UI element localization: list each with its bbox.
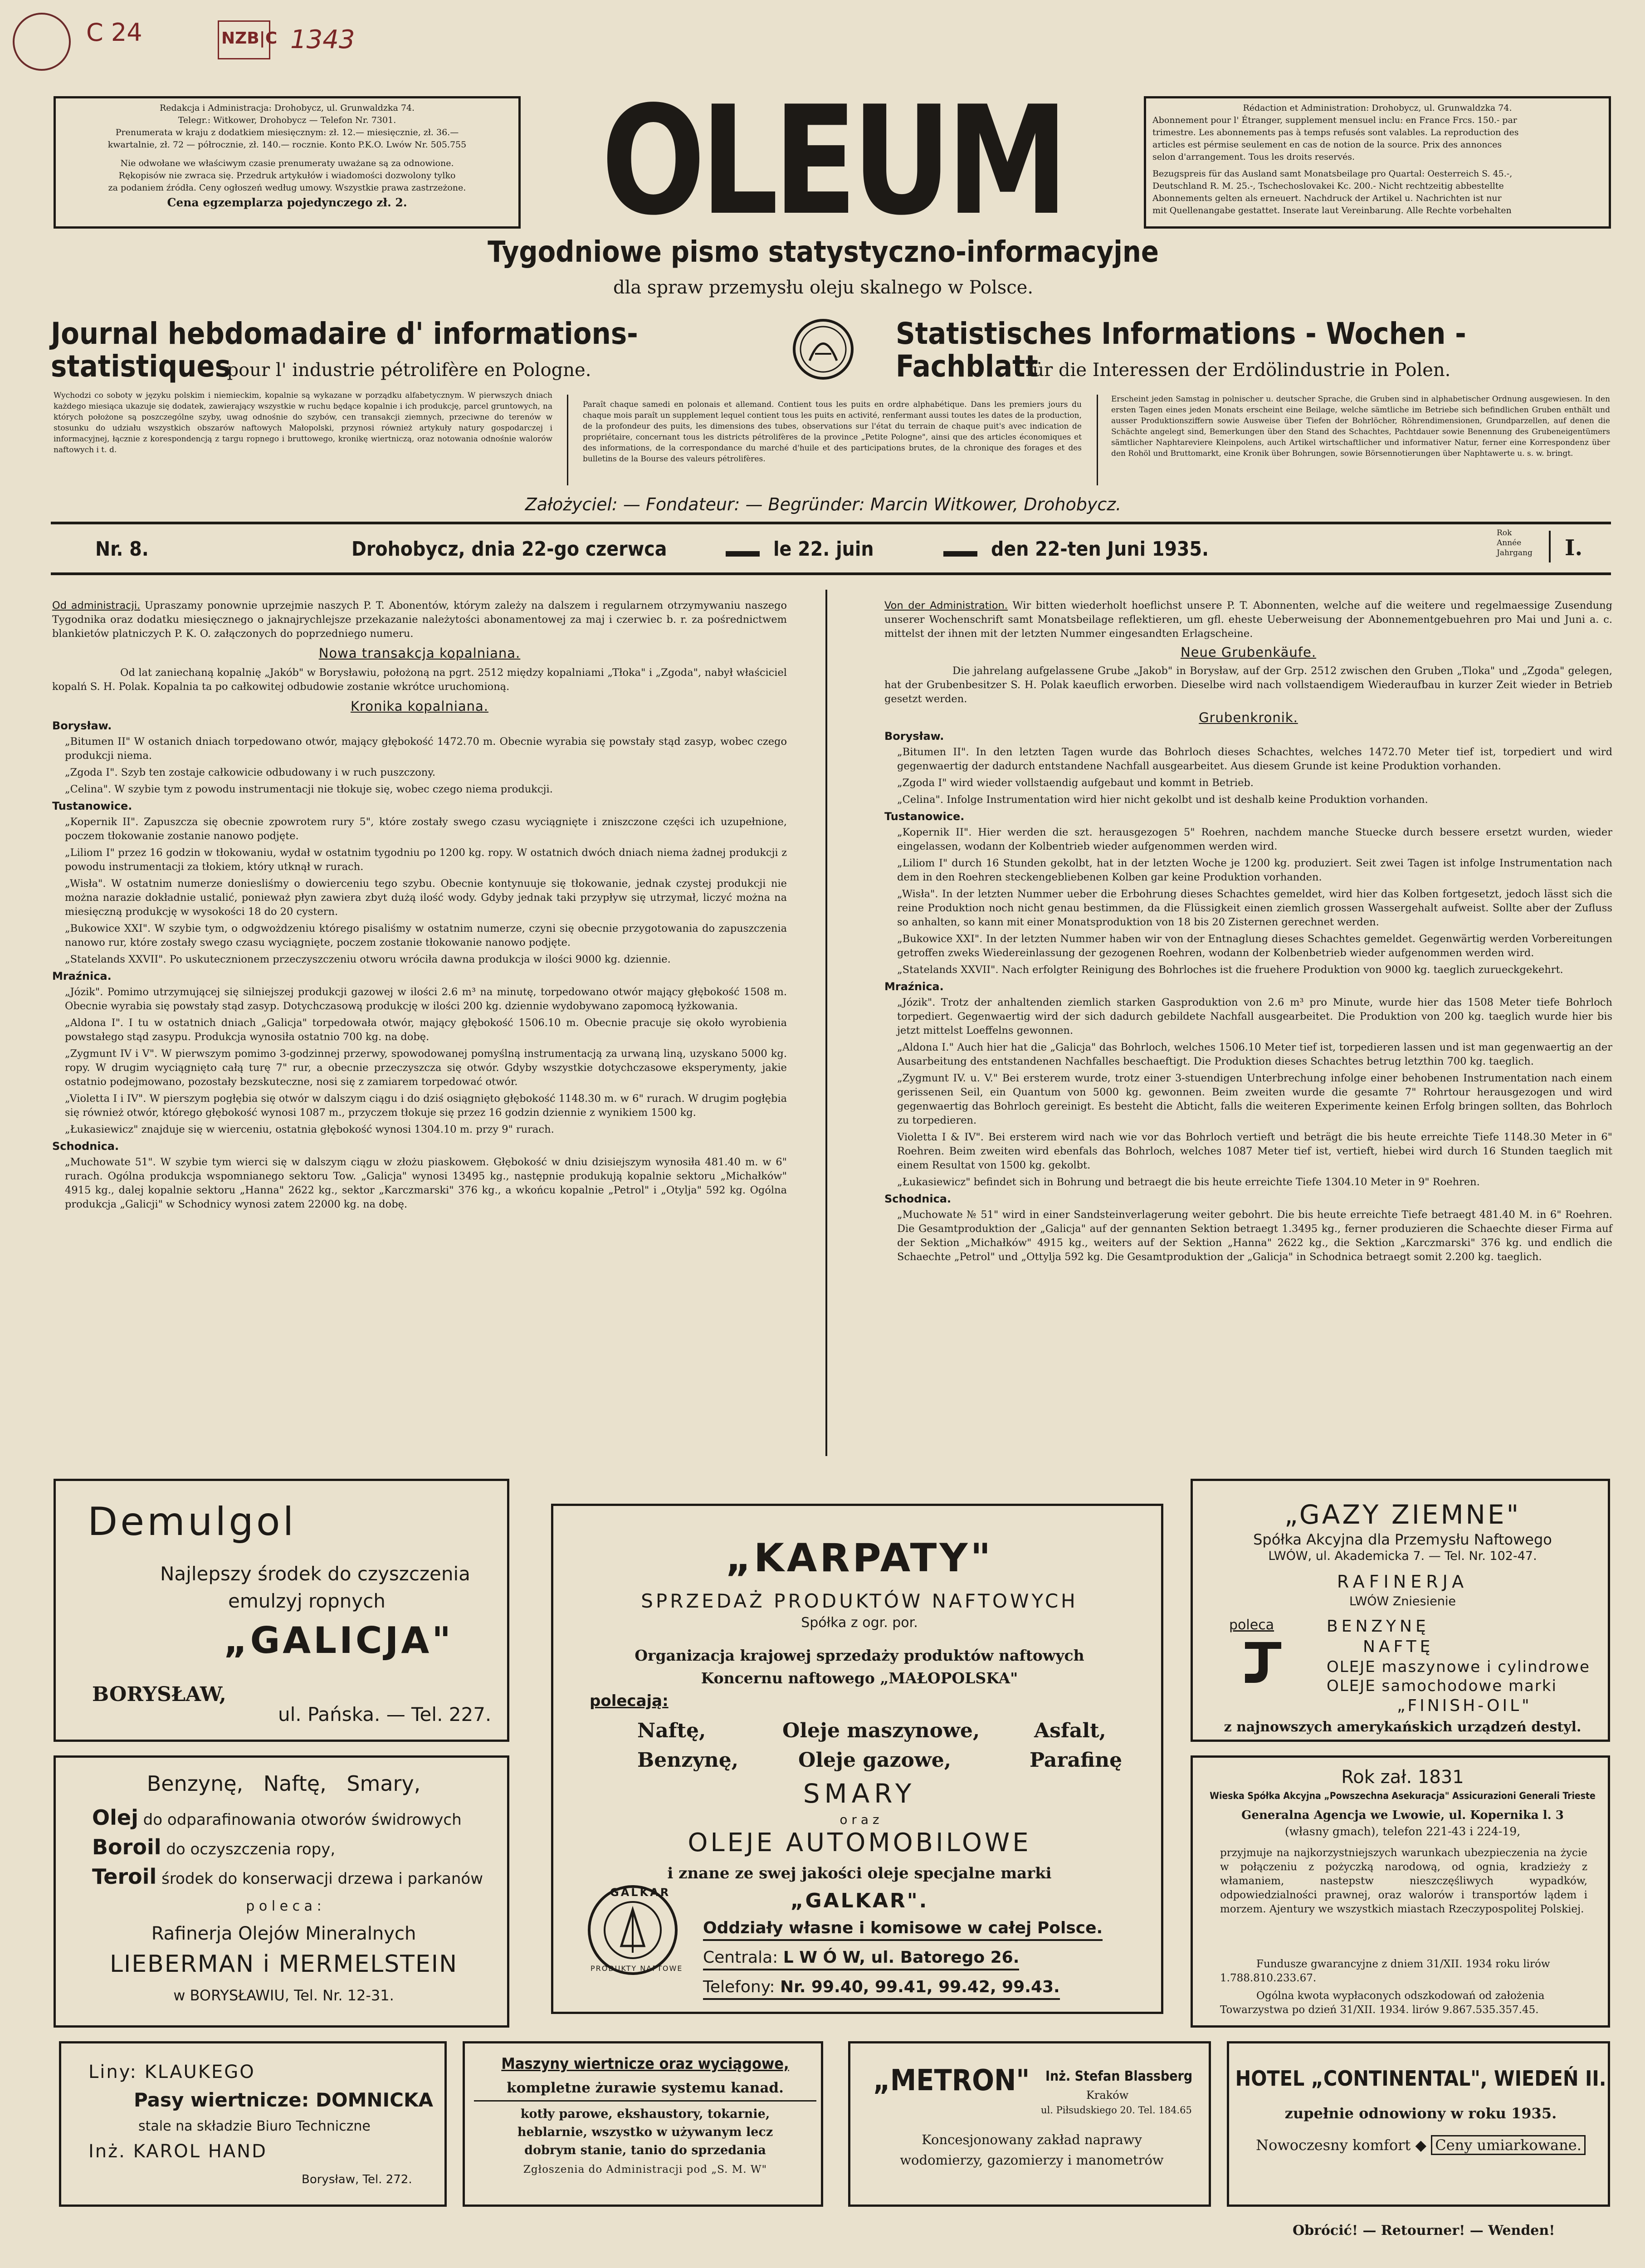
metron-line-5: wodomierzy, gazomierzy i manometrów — [900, 2152, 1164, 2168]
hotel-line-1: zupełnie odnowiony w roku 1935. — [1284, 2105, 1557, 2122]
year-value: I. — [1565, 535, 1583, 561]
left-entry: „Bitumen II" W ostanich dniach torpedowano otwór, mający głębokość 1472.70 m. Obecnie wyrabia się powstały stąd zasyp, wobec czego produkcji niema. — [65, 736, 787, 762]
admin-box-pl — [54, 96, 521, 229]
ad-hotel-continental — [1227, 2041, 1610, 2207]
right-column — [884, 599, 1612, 1267]
gazy-line-2: LWÓW, ul. Akademicka 7. — Tel. Nr. 102-47. — [1268, 1549, 1537, 1563]
right-location: Tustanowice. — [884, 810, 965, 823]
right-entry: „Liliom I" durch 16 Stunden gekolbt, hat in der letzten Woche je 1200 kg. produziert. Seit zwei Tagen ist infolge Instrumentation nach dem in den Roehren steckengebliebenen Kolben gar keine Produktion vorhanden. — [897, 857, 1612, 883]
ad-lieberman — [54, 1755, 509, 2028]
left-entry: „Statelands XXVII". Po uskutecznionem przeczyszczeniu otworu wróciła dawna produkcja w ilości 9000 kg. dziennie. — [65, 953, 671, 965]
admin-pl-line: kwartalnie, zł. 72 — półrocznie, zł. 140.— rocznie. Konto P.K.O. Lwów Nr. 505.755 — [107, 140, 467, 150]
maszyny-line-4: heblarnie, wszystko w używanym lecz — [517, 2125, 773, 2139]
right-entry: Violetta I & IV". Bei ersterem wird nach wie vor das Bohrloch vertieft und beträgt die bis heute erreichte Tiefe 1148.30 Meter in 6" Roehren. Beim zweiten wird ebenfals das Bohrloch, welches 1087 Meter tief ist, vertieft, hiebei wird durch 16 Stunden taeglich mit einem Resultat von 1500 kg. gekolbt. — [897, 1131, 1612, 1171]
left-heading-2: Kronika kopalniana. — [350, 699, 489, 714]
demulgol-address: ul. Pańska. — Tel. 227. — [278, 1703, 492, 1725]
central-address: L W Ó W, ul. Batorego 26. — [783, 1948, 1020, 1967]
year-label-1: Rok — [1497, 528, 1512, 538]
demulgol-brand: „GALICJA" — [224, 1619, 454, 1662]
price-line: Cena egzemplarza pojedynczego zł. 2. — [167, 196, 407, 209]
left-column — [52, 599, 787, 1214]
phones-numbers: Nr. 99.40, 99.41, 99.42, 99.43. — [780, 1978, 1060, 1996]
generali-title: Rok zał. 1831 — [1341, 1767, 1464, 1788]
right-heading-2: Grubenkronik. — [1199, 710, 1298, 725]
lieberman-refinery: Rafinerja Olejów Mineralnych — [151, 1923, 416, 1944]
gazy-product: OLEJE maszynowe i cylindrowe — [1327, 1658, 1590, 1676]
karpaty-central — [703, 1948, 1019, 1970]
karpaty-product: Oleje maszynowe, — [782, 1719, 980, 1742]
admin-pl-line: za podaniem źródła. Ceny ogłoszeń według umowy. Wszystkie prawa zastrzeżone. — [108, 183, 466, 193]
admin-fr-line: articles est pérmise seulement en cas de notion de la source. Prix des annonces — [1152, 140, 1502, 150]
admin-pl-line: Prenumerata w kraju z dodatkiem miesięcznym: zł. 12.— miesięcznie, zł. 36.— — [115, 127, 459, 137]
lieberman-line-4 — [92, 1864, 483, 1889]
hotel-title: HOTEL „CONTINENTAL", WIEDEŃ II. — [1235, 2066, 1606, 2091]
maszyny-line-2: kompletne żurawie systemu kanad. — [507, 2080, 784, 2096]
teroil-desc: środek do konserwacji drzewa i parkanów — [161, 1870, 483, 1888]
right-location: Schodnica. — [884, 1193, 952, 1205]
admin-fr-line: Rédaction et Administration: Drohobycz, ul. Grunwaldzka 74. — [1243, 103, 1512, 113]
intro-divider — [1097, 395, 1098, 485]
generali-line-2: Generalna Agencja we Lwowie, ul. Kopernika l. 3 — [1241, 1809, 1564, 1822]
left-entry: „Wisła". W ostatnim numerze doniesliśmy o dowierceniu tego szybu. Obecnie kontynuuje się tłokowanie, jednak czystej produkcji nie można narazie dokładnie ustalić, ponieważ płyn zawiera zbyt dużą ilość wody. Gdyby jednak taki przypływ się utrzymał, liczyć można na miesięczną produkcję w wysokości 18 do 20 cystern. — [65, 878, 787, 918]
demulgol-title: Demulgol — [88, 1499, 297, 1545]
year-divider — [1549, 531, 1551, 562]
right-admin-text: Wir bitten wiederholt hoeflichst unsere P. T. Abonnenten, welche auf die weitere und regelmaessige Zusendung unserer Wochenschrift samt Monatsbeilage reflektieren, um gfl. eheste Ueberweisung der Abonnementgebuehren pro Mai und Juni a. c. mittelst der ihnen mit der letzten Nummer eingesandten Erlagscheine. — [884, 600, 1612, 640]
oil-desc: do odparafinowania otworów świdrowych — [143, 1811, 462, 1829]
galkar-logo-text: GALKAR — [610, 1886, 671, 1899]
gazy-recommends: poleca — [1229, 1617, 1274, 1633]
right-entry: „Bukowice XXI". In der letzten Nummer haben wir von der Entnaglung dieses Schachtes gemeldet. Gegenwärtig werden Vorbereitungen getroffen zweks Wiedereinlassung der gezogenen Roehren, wodann der Kolbenbetrieb wieder aufgenommen werden wird. — [897, 933, 1612, 959]
subtitle-fr-2: pour l' industrie pétrolifère en Pologne. — [227, 360, 591, 381]
left-entry: „Violetta I i IV". W pierszym pogłębia się otwór w dalszym ciągu i do dziś osiągnięto głębokość 1148.30 m. w 6" rurach. W drugim pogłębia się również otwór, którego głębokość wynosi 1087 m., przyczem tłokuje się przez 16 godzin dziennie z wynikiem 1500 kg. — [65, 1093, 787, 1119]
lieberman-line-1: Benzynę, Naftę, Smary, — [146, 1771, 421, 1796]
generali-line-1: Wieska Spółka Akcyjna „Powszechna Asekuracja" Assicurazioni Generali Trieste — [1210, 1790, 1596, 1801]
subtitle-de-2: für die Interessen der Erdölindustrie in Polen. — [1025, 360, 1451, 381]
left-entry: „Kopernik II". Zapuszcza się obecnie zpowrotem rury 5", które zostały swego czasu wyciągnięte i zniszczone części ich uzupełnione, poczem tłokowanie zostanie nanowo podjęte. — [65, 816, 787, 842]
right-entry: „Łukasiewicz" befindet sich in Bohrung und betraegt die bis heute erreichte Tiefe 1304.10 Meter in 9" Roehren. — [897, 1176, 1480, 1188]
admin-fr-line: trimestre. Les abonnements pas à temps refusés sont valables. La reproduction des — [1152, 127, 1519, 137]
signature-number: 1343 — [290, 25, 355, 54]
date-dash — [943, 551, 977, 557]
generali-body: przyjmuje na najkorzystniejszych warunkach ubezpieczenia na życie w połączeniu z pożyczką narodową, od ognia, kradzieży z włamaniem, nastepstw nieszczęśliwych wypadków, odpowiedzialności prawnej, oraz walorów i transportów lądem i morzem. Ajentury we wszystkich miastach Rzeczypospolitej Polskiej. — [1220, 1847, 1587, 1915]
ad-gazy-ziemne — [1191, 1479, 1610, 1742]
intro-divider — [567, 395, 568, 485]
left-entry: „Liliom I" przez 16 godzin w tłokowaniu, wydał w ostatnim tygodniu po 1200 kg. ropy. W ostatnich dwóch dniach niema żadnej produkcji z powodu instrumentacji za tłokiem, który utknął w rurach. — [65, 847, 787, 873]
admin-fr-line: Abonnement pour l' Étranger, supplement mensuel inclu: en France Frcs. 150.- par — [1152, 115, 1517, 125]
karpaty-recommends: polecają: — [590, 1692, 669, 1710]
karpaty-product: Naftę, — [637, 1719, 706, 1742]
karpaty-line-4: Koncernu naftowego „MAŁOPOLSKA" — [701, 1669, 1018, 1687]
karpaty-galkar: „GALKAR". — [790, 1889, 929, 1912]
maszyny-line-3: kotły parowe, ekshaustory, tokarnie, — [520, 2107, 770, 2121]
column-divider — [825, 590, 827, 1456]
right-entry: „Aldona I." Auch hier hat die „Galicja" das Bohrloch, welches 1506.10 Meter tief ist, torpedieren lassen und ist man gegenwaertig an der Ausarbeitung des entstandenen Nachfalles beschaeftigt. Die Produktion dieses Schachtes betrug letzthin 700 kg. taeglich. — [897, 1041, 1612, 1067]
teroil-product: Teroil — [92, 1864, 157, 1889]
issue-date-fr: le 22. juin — [773, 538, 874, 561]
left-entry: „Łukasiewicz" znajduje się w wierceniu, ostatnia głębokość wynosi 1304.10 m. przy 9" rurach. — [65, 1124, 554, 1135]
admin-fr-line: mit Quellenangabe gestattet. Inserate laut Vereinbarung. Alle Rechte vorbehalten — [1152, 205, 1512, 215]
metron-title: „METRON" — [873, 2064, 1030, 2097]
admin-fr-line: selon d'arrangement. Tous les droits reservés. — [1152, 152, 1355, 162]
intro-fr: Paraît chaque samedi en polonais et allemand. Contient tous les puits en ordre alphabétique. Dans les premiers jours du chaque mois paraît un supplement lequel contient tous les puits en activité, renfermant aussi toutes les dates de la production, de la profondeur des puits, les dimensions des tubes, observations sur l'état du terrain de chaque puit's avec indication de propriétaire, concernant tous les districts pétrolifères de la province „Petite Pologne", ainsi que des articles économiques et des informations, de la correspondance du marché d'huile et des participations brutes, de la chronique des forages et des bulletins de la Bourse des valeurs pétrolifères. — [583, 400, 1082, 464]
left-entry: „Muchowate 51". W szybie tym wierci się w dalszym ciągu w złożu piaskowem. Głębokość w dniu dzisiejszym wynosiła 481.40 m. w 6" rurach. Ogólna produkcja wspomnianego sektoru Tow. „Galicja" wynosi 13495 kg., następnie produkują kopalnie sektoru „Michałków" 4915 kg., dalej kopalnie sektoru „Hanna" 2622 kg., sektor „Karczmarski" 376 kg., a wkońcu kopalnie „Petrol" i „Otylja" 592 kg. Ogólna produkcja „Galicji" w Schodnicy wynosi zatem 22000 kg. na dobę. — [65, 1156, 787, 1210]
gazy-footer: z najnowszych amerykańskich urządzeń destyl. — [1224, 1719, 1582, 1735]
footer-turn-over: Obrócić! — Retourner! — Wenden! — [1293, 2223, 1555, 2239]
left-paragraph-1: Od lat zaniechaną kopalnię „Jakób" w Borysławiu, położoną na pgrt. 2512 między kopalniami „Tłoka" i „Zgoda", nabył właściciel kopalń S. H. Polak. Kopalnia ta po całkowitej odbudowie zostanie wkrótce uruchomioną. — [52, 667, 787, 693]
lieberman-recommends: p o l e c a : — [246, 1898, 322, 1914]
right-entry: „Kopernik II". Hier werden die szt. herausgezogen 5" Roehren, nachdem manche Stuecke durch bessere ersetzt wurden, wieder eingelassen, wodann der Kolbentrieb wieder aufgenommen werden wird. — [897, 826, 1612, 852]
metron-owner: Inż. Stefan Blassberg — [1045, 2068, 1193, 2084]
oil-product: Olej — [92, 1805, 138, 1830]
right-entry: „Zgoda I" wird wieder vollstaendig aufgebaut und kommt in Betrieb. — [897, 777, 1254, 789]
right-entry: „Bitumen II". In den letzten Tagen wurde das Bohrloch dieses Schachtes, welches 1472.70 Meter tief ist, torpediert und wird gegenwaertig der dadurch entstandene Nachfall ausgearbeitet. Aus diesem Grunde ist keine Produktion vorhanden. — [897, 746, 1612, 772]
lieberman-line-3 — [92, 1835, 335, 1859]
date-dash — [726, 551, 760, 557]
right-admin-title: Von der Administration. — [884, 600, 1008, 611]
generali-line-3: (własny gmach), telefon 221-43 i 224-19, — [1284, 1825, 1521, 1838]
klaukego-line-4: Inż. KAROL HAND — [88, 2141, 267, 2162]
demulgol-line-1: Najlepszy środek do czyszczenia — [160, 1563, 470, 1585]
left-admin-title: Od administracji. — [52, 600, 141, 611]
karpaty-product: Parafinę — [1030, 1749, 1123, 1772]
issue-date-pl: Drohobycz, dnia 22-go czerwca — [351, 538, 667, 561]
left-location: Mraźnica. — [52, 970, 112, 982]
admin-fr-line: Bezugspreis für das Ausland samt Monatsbeilage pro Quartal: Oesterreich S. 45.-, — [1152, 169, 1513, 179]
gazy-brand: „FINISH-OIL" — [1397, 1696, 1532, 1715]
right-location: Borysław. — [884, 730, 944, 743]
lieberman-company: LIEBERMAN i MERMELSTEIN — [109, 1950, 458, 1978]
metron-city: Kraków — [1086, 2089, 1129, 2102]
diamond-icon: ◆ — [1415, 2136, 1427, 2154]
generali-payments: Ogólna kwota wypłaconych odszkodowań od założenia Towarzystwa po dzień 31/XII. 1934. lirów 9.867.535.357.45. — [1220, 1990, 1545, 2016]
admin-fr-line: Abonnements gelten als erneuert. Nachdruck der Artikel u. Nachrichten ist nur — [1152, 193, 1502, 203]
lieberman-address: w BORYSŁAWIU, Tel. Nr. 12-31. — [173, 1987, 394, 2004]
right-location: Mraźnica. — [884, 980, 944, 993]
left-entry: „Bukowice XXI". W szybie tym, o odgwożdzeniu którego pisaliśmy w ostatnim numerze, czyni się obecnie przygotowania do zapuszczenia nanowo rur, które zostały swego czasu wyciągnięte, poczem zostanie tłokowanie nanowo podjęte. — [65, 923, 787, 948]
karpaty-smary: SMARY — [803, 1778, 916, 1809]
left-admin-text: Upraszamy ponownie uprzejmie naszych P. T. Abonentów, którym zależy na dalszem i regularnem otrzymywaniu naszego Tygodnika oraz dodatku miesięcznego o jaknajrychlejsze przekazanie należytości abonamentowej za maj i czerwiec b. r. za pośrednictwem blankietów platniczych P. K. O. załączonych do poprzedniego numeru. — [52, 600, 787, 640]
maszyny-line-5: dobrym stanie, tanio do sprzedania — [524, 2143, 766, 2157]
left-location: Tustanowice. — [52, 800, 132, 812]
ad-demulgol — [54, 1479, 509, 1742]
left-entry: „Zygmunt IV i V". W pierwszym pomimo 3-godzinnej przerwy, spowodowanej pomyślną instrumentacją za urwaną liną, uzyskano 5000 kg. ropy. W drugim wyciągnięto całą turę 7" rur, a obecnie przeczyszcza się otwór. Gdyby wszystkie dotychczasowe eksperymenty, jakie ostatnio podejmowano, pozostały bezskuteczne, nosi się z zamiarem torpedować otwór. — [65, 1048, 787, 1088]
karpaty-product: Benzynę, — [637, 1749, 739, 1772]
gazy-location: LWÓW Zniesienie — [1349, 1594, 1456, 1608]
year-label-2: Année — [1497, 538, 1522, 547]
right-heading-1: Neue Grubenkäufe. — [1180, 645, 1317, 660]
karpaty-title: „KARPATY" — [725, 1535, 994, 1581]
karpaty-oraz: o r a z — [840, 1812, 879, 1827]
intro-de: Erscheint jeden Samstag in polnischer u. deutscher Sprache, die Gruben sind in alphabetischer Ordnung ausgewiesen. In den ersten Tagen eines jeden Monats erscheint eine Beilage, welche sämtliche im Betriebe sich befindlichen Gruben enthält und ausser Produktionsziffern sowie Ausweise über Tiefen der Bohrlöcher, Röhrendimensionen, Grundparzellen, auf denen die Schächte angelegt sind, Bemerkungen über den Stand des Schachtes, Pachtdauer sowie Benennung des Grubeneigentümers sämtlicher Naphtareviere Kleinpolens, auch Artikel wirtschaftlicher und informativer Natur, ferner eine Korrespondenz über den Rohöl und Bruttomarkt, eine Kronik über Bohrungen, sowie Börsennotierungen über Naphtawerte u. s. w. bringt. — [1111, 395, 1610, 458]
ad-generali — [1191, 1755, 1610, 2028]
klaukego-line-2: Pasy wiertnicze: DOMNICKA — [134, 2089, 434, 2111]
karpaty-line-2: Spółka z ogr. por. — [801, 1615, 918, 1631]
right-entry: „Muchowate № 51" wird in einer Sandsteinverlagerung weiter gebohrt. Die bis heute erreichte Tiefe betraegt 481.40 M. in 6" Roehren. Die Gesamtproduktion der „Galicja" auf der gennanten Sektion betraegt 1.3495 kg., ferner produzieren die Schaechte dieser Firma auf der Sektion „Michałków" 4915 kg., weiters auf der Sektion „Hanna" 2622 kg., die Sektion „Karczmarski" 376 kg. und endlich die Schaechte „Petrol" und „Ottylja 592 kg. Die Gesamtproduktion der „Galicja" in Schodnica betraegt somit 2.200 kg. taeglich. — [897, 1209, 1612, 1263]
masthead-title: OLEUM — [601, 74, 1064, 248]
klaukego-line-1: Liny: KLAUKEGO — [88, 2062, 255, 2082]
gazy-product: BENZYNĘ — [1327, 1617, 1430, 1636]
signature-code: NZB|C — [221, 29, 278, 48]
generali-funds: Fundusze gwarancyjne z dniem 31/XII. 1934 roku lirów 1.788.810.233.67. — [1220, 1958, 1550, 1984]
issue-rule-bottom — [51, 572, 1611, 575]
library-stamp — [13, 13, 71, 71]
gazy-product: NAFTĘ — [1363, 1637, 1434, 1656]
founder-line: Założyciel: — Fondateur: — Begründer: Marcin Witkower, Drohobycz. — [525, 494, 1122, 514]
gazy-product: OLEJE samochodowe marki — [1327, 1677, 1557, 1695]
year-label-3: Jahrgang — [1497, 548, 1533, 557]
issue-rule-top — [51, 522, 1611, 524]
right-paragraph-1: Die jahrelang aufgelassene Grube „Jakob" in Borysław, auf der Grp. 2512 zwischen den Gruben „Tloka" und „Zgoda" gelegen, hat der Grubenbesitzer S. H. Polak kaeuflich erworben. Dieselbe wird nach vollstaendigem Wiederaufbau in kurzer Zeit wieder in Betrieb gesetzt werden. — [884, 665, 1612, 705]
gazy-title: „GAZY ZIEMNE" — [1284, 1499, 1521, 1530]
boroil-product: Boroil — [92, 1835, 161, 1859]
ad-karpaty — [551, 1504, 1163, 2014]
ad-metron — [848, 2041, 1211, 2207]
galkar-logo-sub: PRODUKTY NAFTOWE — [591, 1964, 683, 1973]
lieberman-line-2 — [92, 1805, 462, 1830]
maszyny-line-6: Zgłoszenia do Administracji pod „S. M. W" — [523, 2164, 767, 2175]
right-entry: „Statelands XXVII". Nach erfolgter Reinigung des Bohrloches ist die fruehere Produktion von 9000 kg. taeglich zurueckgekehrt. — [897, 964, 1563, 976]
subtitle-pl: Tygodniowe pismo statystyczno-informacyjne — [488, 235, 1159, 269]
karpaty-line-3: Organizacja krajowej sprzedaży produktów naftowych — [635, 1647, 1084, 1664]
central-label: Centrala: — [703, 1948, 778, 1967]
left-heading-1: Nowa transakcja kopalniana. — [318, 645, 521, 661]
karpaty-product: Asfalt, — [1034, 1719, 1106, 1742]
emblem-icon — [791, 318, 855, 381]
left-location: Schodnica. — [52, 1140, 119, 1153]
karpaty-phones — [703, 1978, 1060, 2000]
hotel-line-2 — [1229, 2136, 1612, 2154]
issue-number: Nr. 8. — [95, 538, 149, 561]
admin-pl-line: Rękopisów nie zwraca się. Przedruk artykułów i wiadomości dozwolony tylko — [118, 171, 456, 181]
metron-address: ul. Piłsudskiego 20. Tel. 184.65 — [1041, 2105, 1192, 2116]
subtitle-pl-2: dla spraw przemysłu oleju skalnego w Polsce. — [613, 277, 1034, 298]
karpaty-line-1: SPRZEDAŻ PRODUKTÓW NAFTOWYCH — [641, 1590, 1078, 1612]
hotel-comfort: Nowoczesny komfort — [1256, 2136, 1411, 2154]
right-entry: „Celina". Infolge Instrumentation wird hier nicht gekolbt und ist deshalb keine Produktion vorhanden. — [897, 794, 1428, 806]
right-entry: „Zygmunt IV. u. V." Bei ersterem wurde, trotz einer 3-stuendigen Unterbrechung infolge einer behobenen Instrumentation nach einem gerissenen Seil, ein Quantum von 5000 kg. gewonnen. Beim zweiten wurde die gesamte 7" Rohrtour herausgezogen und wird gegenwaertig das Bohrloch gereinigt. Es besteht die Abticht, falls die weiteren Experimente keinen Erfolg bringen sollten, das Bohrloch zu torpedieren. — [897, 1072, 1612, 1126]
ad-maszyny — [463, 2041, 823, 2207]
left-entry: „Józik". Pomimo utrzymującej się silniejszej produkcji gazowej w ilości 2.6 m³ na minutę, torpedowano otwór mający głębokość 1508 m. Obecnie wyrabia się powstały stąd zasyp. Dotychczasową produkcję w ilości 200 kg. dziennie wydobywano zapomocą łyżkowania. — [65, 986, 787, 1012]
subtitle-de: Statistisches Informations - Wochen - Fachblatt — [896, 316, 1466, 384]
left-entry: „Aldona I". I tu w ostatnich dniach „Galicja" torpedowała otwór, mający głębokość 1506.10 m. Obecnie pracuje się około wyrobienia powstałego stąd zasypu. Produkcja wynosiła ostatnio 700 kg. na dobę. — [65, 1017, 787, 1043]
admin-pl-line: Redakcja i Administracja: Drohobycz, ul. Grunwaldzka 74. — [159, 103, 415, 113]
gazy-line-1: Spółka Akcyjna dla Przemysłu Naftowego — [1253, 1531, 1552, 1548]
right-entry: „Wisła". In der letzten Nummer ueber die Erbohrung dieses Schachtes gemeldet, wird hier das Kolben fortgesetzt, jedoch lässt sich die reine Produktion noch nicht genau bestimmen, da die Flüssigkeit einen ziemlich grossen Wassergehalt aufweist. Sollte aber der Zufluss so anhalten, so kann mit einer Monatsproduktion von 18 bis 20 Zisternen gerechnet werden. — [897, 888, 1612, 928]
issue-date-de: den 22-ten Juni 1935. — [991, 538, 1209, 561]
admin-box-fr — [1144, 96, 1611, 229]
gazy-refinery: RAFINERJA — [1337, 1572, 1469, 1592]
left-entry: „Celina". W szybie tym z powodu instrumentacji nie tłokuje się, wobec czego niema produkcji. — [65, 783, 553, 795]
karpaty-branches: Oddziały własne i komisowe w całej Polsce. — [703, 1919, 1103, 1941]
karpaty-line-9: i znane ze swej jakości oleje specjalne marki — [667, 1864, 1052, 1882]
karpaty-oleje: OLEJE AUTOMOBILOWE — [688, 1828, 1031, 1857]
demulgol-city: BORYSŁAW, — [92, 1683, 226, 1706]
maszyny-line-1: Maszyny wiertnicze oraz wyciągowe, — [501, 2055, 789, 2073]
admin-pl-line: Telegr.: Witkower, Drohobycz — Telefon Nr. 7301. — [178, 115, 396, 125]
metron-line-4: Koncesjonowany zakład naprawy — [922, 2132, 1142, 2147]
ad-klaukego — [59, 2041, 447, 2207]
karpaty-product: Oleje gazowe, — [798, 1749, 952, 1772]
subtitle-fr: Journal hebdomadaire d' informations-statistiques — [51, 316, 638, 384]
klaukego-line-5: Borysław, Tel. 272. — [302, 2173, 412, 2186]
phones-label: Telefony: — [703, 1978, 775, 1996]
gazy-pipe-icon — [1236, 1637, 1290, 1687]
hotel-prices: Ceny umiarkowane. — [1431, 2135, 1586, 2155]
stamp-text: C 24 — [86, 18, 142, 47]
intro-pl: Wychodzi co soboty w języku polskim i niemieckim, kopalnie są wykazane w porządku alfabetycznym. W pierwszych dniach każdego miesiąca ukazuje się dodatek, zawierający wszystkie w ruchu będące kopalnie i ich produkcję, parcel gruntowych, na których położone są poszczególne szyby, uwag odnośnie do szybów, cen transakcji ziemnych, przeciwne do terenów w stosunku do udziału wszystkich obszarów naftowych Małopolski, przynosi również artykuły natury gospodarczej i informacyjnej, łącznie z korespondencją z targu ropnego i bruttowego, kronikę wiertniczą, oraz notowania odnośnie walorów naftowych i t. d. — [54, 391, 552, 455]
admin-pl-line: Nie odwołane we właściwym czasie prenumeraty uważane są za odnowione. — [120, 158, 454, 168]
left-entry: „Zgoda I". Szyb ten zostaje całkowicie odbudowany i w ruch puszczony. — [65, 767, 436, 778]
admin-fr-line: Deutschland R. M. 25.-, Tschechoslovakei Kc. 200.- Nicht rechtzeitig abbestellte — [1152, 181, 1504, 191]
left-location: Borysław. — [52, 719, 112, 732]
right-entry: „Józik". Trotz der anhaltenden ziemlich starken Gasproduktion von 2.6 m³ pro Minute, wurde hier das 1508 Meter tiefe Bohrloch torpediert. Gegenwaertig wird der sich dadurch gebildete Nachfall ausgearbeitet. Die Produktion von 200 kg. taeglich wurde hier bis jetzt mittelst Loeffelns gewonnen. — [897, 997, 1612, 1036]
maszyny-rule — [474, 2100, 816, 2102]
demulgol-line-2: emulzyj ropnych — [228, 1590, 386, 1612]
boroil-desc: do oczyszczenia ropy, — [166, 1840, 336, 1858]
klaukego-line-3: stale na składzie Biuro Techniczne — [138, 2118, 371, 2134]
